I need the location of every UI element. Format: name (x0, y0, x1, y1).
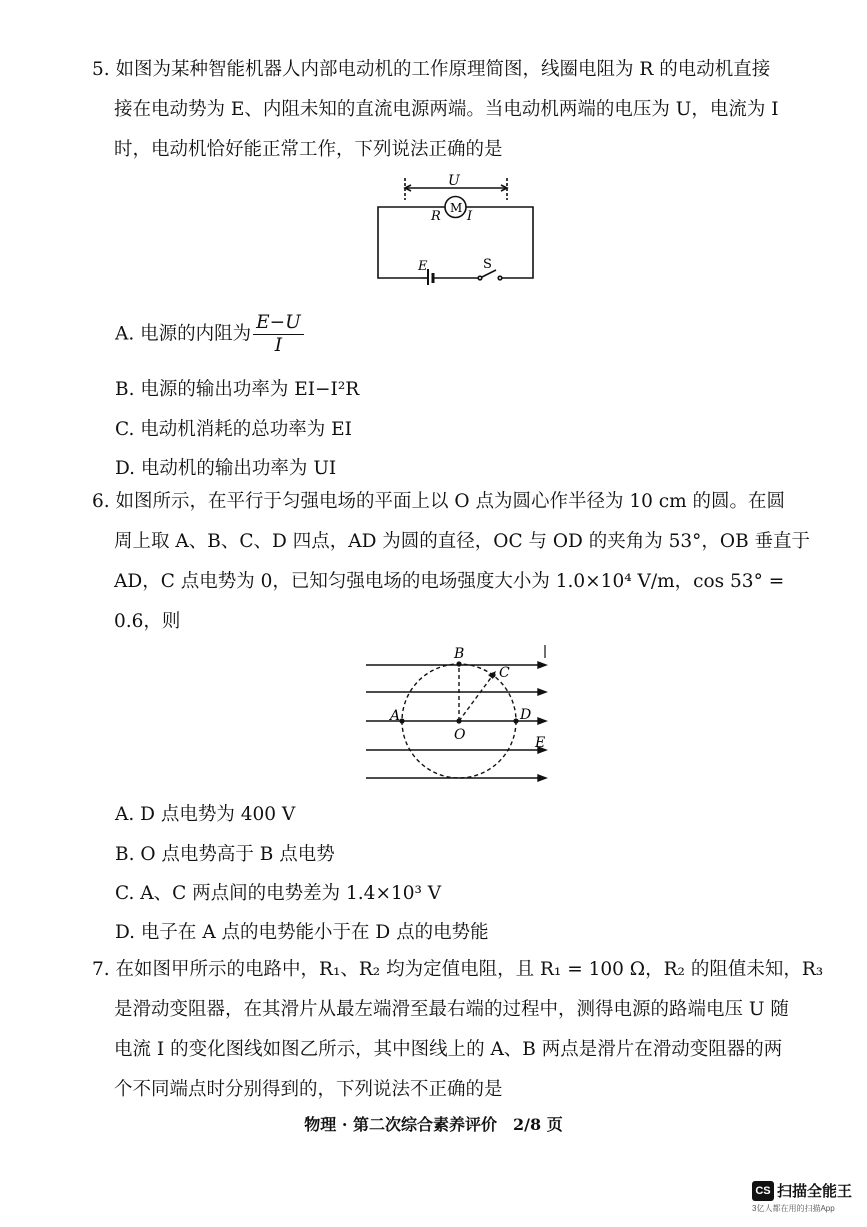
field-line (366, 662, 546, 668)
q5-option-a (115, 312, 304, 357)
wire-right (466, 207, 533, 278)
q7-line-3: 电流 I 的变化图线如图乙所示，其中图线上的 A、B 两点是滑片在滑动变阻器的两 (114, 1039, 783, 1060)
q7-line-2: 是滑动变阻器，在其滑片从最左端滑至最右端的过程中，测得电源的路端电压 U 随 (114, 999, 789, 1020)
q5-circuit-diagram (370, 170, 545, 285)
q5-option-b: B. 电源的输出功率为 EI−I²R (115, 379, 360, 400)
q6-option-b: B. O 点电势高于 B 点电势 (115, 844, 335, 865)
switch-contact (498, 276, 502, 280)
fraction-numerator: E−U (253, 312, 304, 335)
label-A: A (390, 708, 401, 724)
scanner-tagline: 3亿人都在用的扫描App (752, 1204, 835, 1213)
q7-line-1: 7. 在如图甲所示的电路中，R₁、R₂ 均为定值电阻，且 R₁ = 100 Ω，R₂ 的阻值未知，R₃ (92, 959, 824, 980)
label-O: O (454, 727, 466, 743)
label-S: S (483, 257, 492, 272)
q6-option-d: D. 电子在 A 点的电势能小于在 D 点的电势能 (115, 922, 489, 943)
radius-oc (459, 675, 493, 721)
label-E: E (418, 259, 428, 274)
q6-option-c: C. A、C 两点间的电势差为 1.4×10³ V (115, 883, 442, 904)
fraction-denominator: I (274, 335, 283, 356)
q5-option-a-fraction (253, 312, 304, 357)
q5-option-c: C. 电动机消耗的总功率为 EI (115, 419, 352, 440)
label-U: U (448, 173, 460, 189)
motor-label-M: M (450, 201, 463, 215)
label-C: C (499, 665, 510, 681)
scanner-logo: CS (752, 1181, 774, 1201)
label-R: R (431, 209, 441, 224)
point-a (399, 718, 404, 723)
field-line (366, 689, 546, 695)
scanner-watermark (752, 1180, 852, 1214)
label-I: I (467, 209, 473, 224)
q7-line-4: 个不同端点时分别得到的，下列说法不正确的是 (114, 1079, 503, 1100)
q5-line-2: 接在电动势为 E、内阻未知的直流电源两端。当电动机两端的电压为 U，电流为 I (114, 99, 779, 120)
point-d (513, 718, 518, 723)
label-E: E (535, 735, 546, 751)
point-o (456, 718, 461, 723)
label-D: D (520, 707, 532, 723)
q6-line-1: 6. 如图所示，在平行于匀强电场的平面上以 O 点为圆心作半径为 10 cm 的圆。在圆 (92, 491, 786, 512)
q6-line-3: AD，C 点电势为 0，已知匀强电场的电场强度大小为 1.0×10⁴ V/m，cos 53° = (114, 571, 785, 592)
q6-option-a: A. D 点电势为 400 V (115, 804, 296, 825)
scanner-app-name: 扫描全能王 (777, 1183, 853, 1200)
q5-option-d: D. 电动机的输出功率为 UI (115, 458, 337, 479)
q5-option-a-text: A. 电源的内阻为 (115, 323, 252, 345)
q6-line-2: 周上取 A、B、C、D 四点，AD 为圆的直径，OC 与 OD 的夹角为 53°，OB 垂直于 (114, 531, 811, 552)
q5-line-1: 5. 如图为某种智能机器人内部电动机的工作原理简图，线圈电阻为 R 的电动机直接 (92, 59, 771, 80)
question-6 (92, 482, 812, 642)
label-B: B (454, 646, 465, 662)
point-c (490, 672, 495, 677)
field-line (366, 747, 546, 753)
page-footer: 物理 · 第二次综合素养评价 2/8 页 (304, 1115, 563, 1134)
question-7 (92, 950, 824, 1110)
q6-line-4: 0.6，则 (114, 611, 181, 632)
q5-line-3: 时，电动机恰好能正常工作，下列说法正确的是 (114, 139, 503, 160)
switch-pivot (478, 276, 482, 280)
point-b (456, 661, 461, 666)
q6-field-diagram (362, 640, 552, 785)
question-5 (92, 50, 812, 170)
